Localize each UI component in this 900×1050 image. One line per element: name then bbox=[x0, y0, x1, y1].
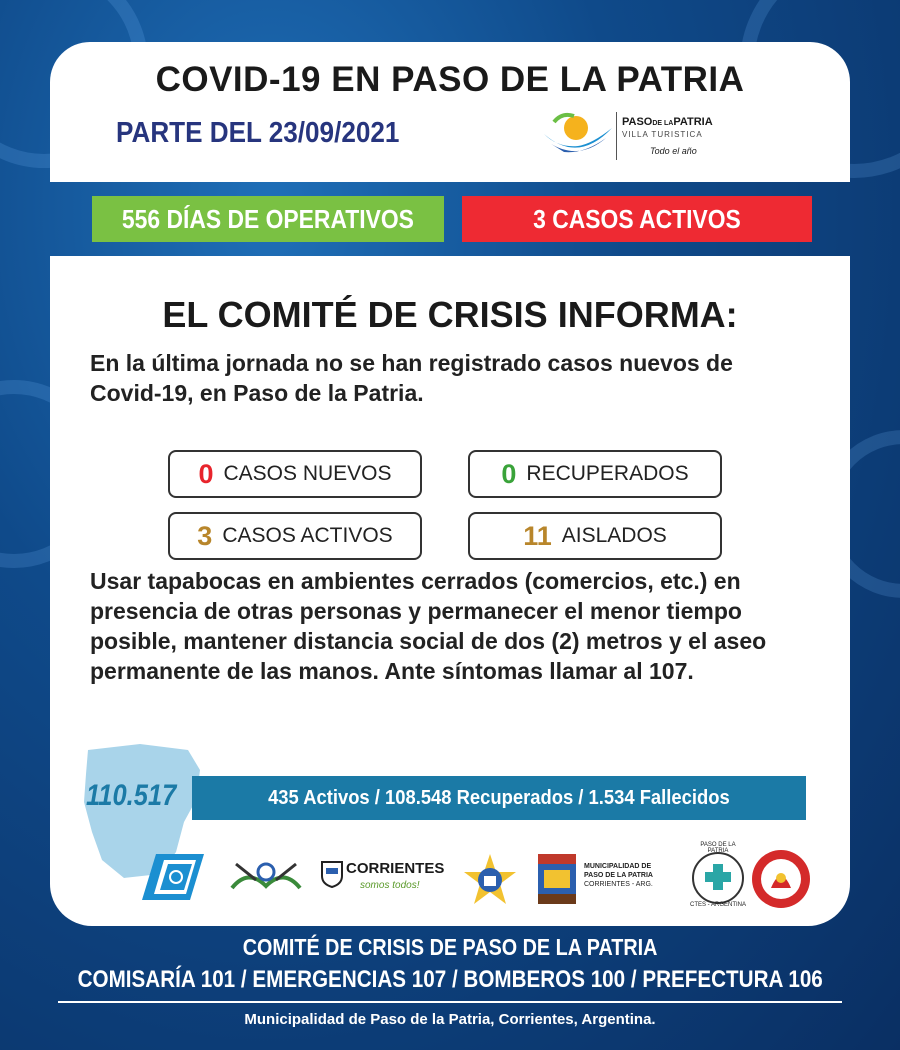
footer-municipality: Municipalidad de Paso de la Patria, Corrientes, Argentina. bbox=[244, 1011, 656, 1028]
stat-value: 0 bbox=[501, 458, 517, 489]
stat-value: 3 bbox=[197, 520, 213, 551]
stat-label: RECUPERADOS bbox=[526, 462, 689, 485]
logo-name: PASODE LAPATRIA bbox=[622, 116, 713, 128]
hospital-bottom-text: CTES - ARGENTINA bbox=[690, 902, 747, 908]
hospital-top-text: PASO DE LA PATRIA bbox=[700, 842, 736, 854]
paso-de-la-patria-logo bbox=[540, 106, 740, 176]
active-cases-banner: 3 CASOS ACTIVOS bbox=[462, 196, 812, 242]
footer-committee: COMITÉ DE CRISIS DE PASO DE LA PATRIA bbox=[242, 934, 658, 960]
municipality-shield-icon bbox=[536, 852, 578, 908]
footer-divider bbox=[58, 1001, 842, 1003]
stat-label: CASOS ACTIVOS bbox=[222, 524, 393, 547]
police-logo-icon bbox=[228, 858, 304, 898]
stat-label: CASOS NUEVOS bbox=[223, 462, 392, 485]
partner-logos bbox=[140, 842, 810, 912]
bomberos-voluntarios-logo-icon bbox=[750, 848, 812, 910]
report-date: PARTE DEL 23/09/2021 bbox=[116, 117, 400, 149]
stat-new-cases bbox=[168, 450, 422, 498]
stat-label: AISLADOS bbox=[561, 524, 667, 547]
police-star-badge-icon bbox=[462, 852, 518, 908]
advice-text: Usar tapabocas en ambientes cerrados (comercios, etc.) en presencia de otras personas y permanecer el menor tiempo posible, mantener distancia social de dos (2) metros y el aseo permanente de las manos. Ante síntomas llamar al 107. bbox=[90, 568, 767, 684]
hospital-logo bbox=[690, 842, 746, 910]
stat-recovered bbox=[468, 450, 722, 498]
province-summary-stripe: 435 Activos / 108.548 Recuperados / 1.534 Fallecidos bbox=[192, 776, 806, 820]
municipality-text: MUNICIPALIDAD DE PASO DE LA PATRIA CORRIENTES - ARG. bbox=[584, 863, 653, 888]
intro-text: En la última jornada no se han registrado casos nuevos de Covid-19, en Paso de la Patria. bbox=[90, 350, 733, 406]
logo-divider bbox=[616, 112, 617, 160]
logo-subtitle: VILLA TURISTICA bbox=[622, 130, 703, 139]
prefectura-logo-icon bbox=[142, 854, 204, 900]
province-total: 110.517 bbox=[86, 779, 177, 812]
main-card bbox=[50, 256, 850, 926]
stat-isolated bbox=[468, 512, 722, 560]
hospital-cross-icon bbox=[690, 850, 746, 906]
section-heading: EL COMITÉ DE CRISIS INFORMA: bbox=[162, 294, 738, 335]
days-operative-banner: 556 DÍAS DE OPERATIVOS bbox=[92, 196, 444, 242]
corrientes-slogan: somos todos! bbox=[360, 880, 420, 891]
footer-emergency-numbers: COMISARÍA 101 / EMERGENCIAS 107 / BOMBEROS 100 / PREFECTURA 106 bbox=[77, 966, 823, 993]
header-card bbox=[50, 42, 850, 182]
logo-tagline: Todo el año bbox=[650, 146, 697, 156]
stat-active-cases bbox=[168, 512, 422, 560]
sun-river-logo-icon bbox=[540, 106, 616, 166]
page-title: COVID-19 EN PASO DE LA PATRIA bbox=[155, 60, 745, 99]
stat-value: 11 bbox=[523, 520, 552, 551]
corrientes-name: CORRIENTES bbox=[346, 860, 445, 877]
stat-value: 0 bbox=[198, 458, 214, 489]
corrientes-shield-icon bbox=[320, 860, 344, 888]
